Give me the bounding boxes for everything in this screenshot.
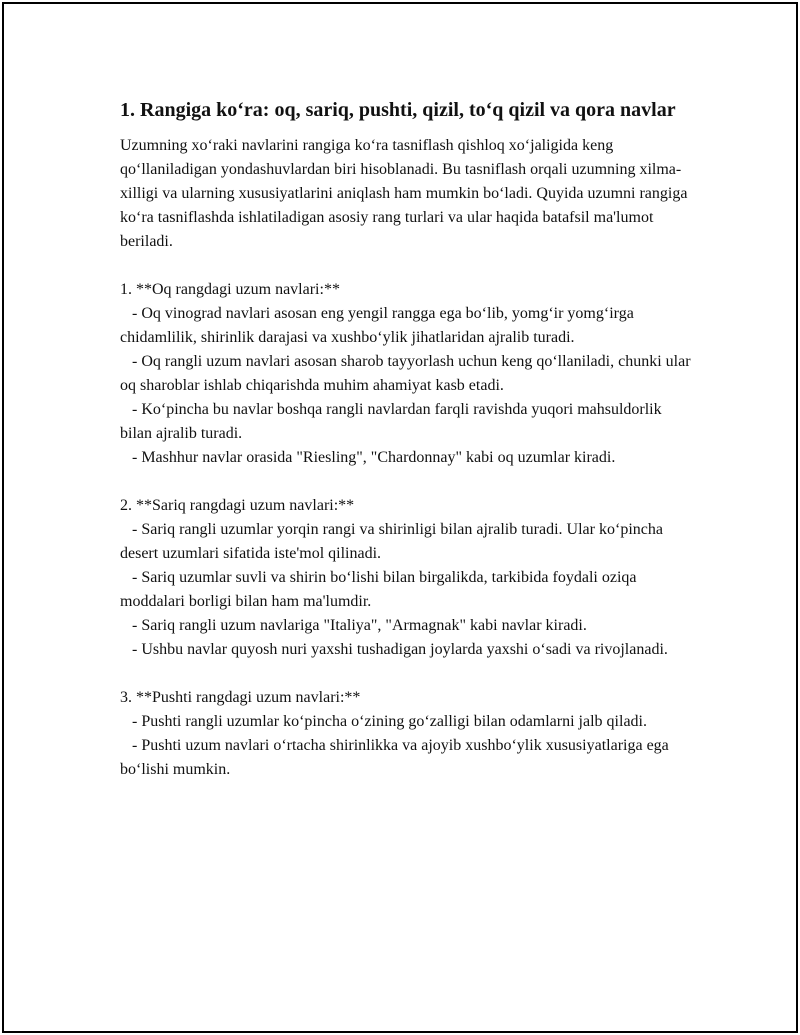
list-item: - Oq vinograd navlari asosan eng yengil rangga ega boʻlib, yomgʻir yomgʻirga chidamlilik, shirinlik darajasi va xushboʻylik jihatlaridan ajralib turadi.: [120, 305, 638, 346]
list-item: - Koʻpincha bu navlar boshqa rangli navlardan farqli ravishda yuqori mahsuldorlik bilan ajralib turadi.: [120, 401, 666, 442]
section-heading: 2. **Sariq rangdagi uzum navlari:**: [120, 497, 355, 514]
section-title: 1. Rangiga koʻra: oq, sariq, pushti, qizil, toʻq qizil va qora navlar: [120, 99, 676, 121]
section-sariq: [120, 494, 692, 662]
list-item: - Pushti uzum navlari oʻrtacha shirinlikka va ajoyib xushboʻylik xususiyatlariga ega boʻlishi mumkin.: [120, 737, 673, 778]
list-item: - Oq rangli uzum navlari asosan sharob tayyorlash uchun keng qoʻllaniladi, chunki ular oq sharoblar ishlab chiqarishda muhim ahamiyat kasb etadi.: [120, 353, 695, 394]
section-heading: 3. **Pushti rangdagi uzum navlari:**: [120, 689, 361, 706]
list-item: - Ushbu navlar quyosh nuri yaxshi tushadigan joylarda yaxshi oʻsadi va rivojlanadi.: [120, 641, 668, 658]
section-heading: 1. **Oq rangdagi uzum navlari:**: [120, 281, 340, 298]
list-item: - Sariq rangli uzumlar yorqin rangi va shirinligi bilan ajralib turadi. Ular koʻpincha desert uzumlari sifatida iste'mol qilinadi.: [120, 521, 667, 562]
list-item: - Mashhur navlar orasida "Riesling", "Chardonnay" kabi oq uzumlar kiradi.: [120, 449, 616, 466]
section-oq: [120, 278, 695, 470]
list-item: - Pushti rangli uzumlar koʻpincha oʻzining goʻzalligi bilan odamlarni jalb qiladi.: [120, 713, 647, 730]
document-page: [2, 2, 798, 1033]
document-content: [120, 96, 695, 782]
intro-paragraph: Uzumning xoʻraki navlarini rangiga koʻra tasniflash qishloq xoʻjaligida keng qoʻllaniladigan yondashuvlardan biri hisoblanadi. Bu tasniflash orqali uzumning xilma-xilligi va ularning xususiyatlarini aniqlash ham mumkin boʻladi. Quyida uzumni rangiga koʻra tasniflashda ishlatiladigan asosiy rang turlari va ular haqida batafsil ma'lumot beriladi.: [120, 137, 688, 250]
section-pushti: [120, 686, 692, 782]
list-item: - Sariq rangli uzum navlariga "Italiya", "Armagnak" kabi navlar kiradi.: [120, 617, 587, 634]
list-item: - Sariq uzumlar suvli va shirin boʻlishi bilan birgalikda, tarkibida foydali oziqa moddalari borligi bilan ham ma'lumdir.: [120, 569, 641, 610]
